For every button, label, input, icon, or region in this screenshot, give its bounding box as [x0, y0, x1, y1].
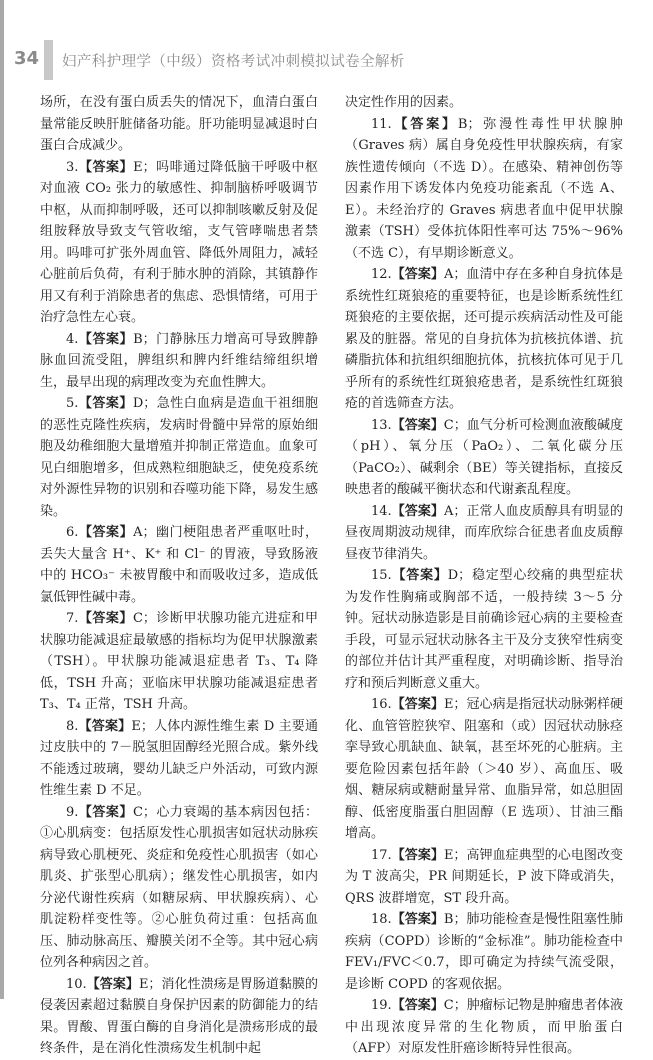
answer-text: E；吗啡通过降低脑干呼吸中枢对血液 CO₂ 张力的敏感性、抑制脑桥呼吸调节中枢，从而抑制呼吸，还可以抑制咳嗽反射及促组胺释放导致支气管收缩，支气管哮喘患者禁用。吗啡可扩张外周血管、降低外周阻力，减轻心脏前后负荷，有利于肺水肿的消除，其镇静作用又有利于消除患者的焦虑、恐惧情绪，可用于治疗急性左心衰。 — [40, 159, 318, 325]
page-number: 34 — [14, 48, 40, 69]
item-number: 5. — [66, 396, 79, 411]
item-number: 8. — [66, 718, 79, 734]
item-number: 10. — [66, 976, 87, 992]
answer-tag: 【答案】 — [78, 159, 134, 175]
answer-text: B；肺功能检查是慢性阻塞性肺疾病（COPD）诊断的“金标准”。肺功能检查中 FEV₁/FVC＜0.7，即可确定为持续气流受限，是诊断 COPD 的客观依据。 — [345, 912, 623, 992]
answer-item-16 — [345, 694, 623, 845]
answer-tag: 【答案】 — [78, 718, 132, 734]
answer-item-19 — [345, 995, 623, 1060]
answer-text: D；急性白血病是造血干祖细胞的恶性克隆性疾病，发病时骨髓中异常的原始细胞及幼稚细胞大量增殖并抑制正常造血。血象可见白细胞增多，但成熟粒细胞缺乏，使免疫系统对外源性异物的识别和吞噬功能下降，易发生感染。 — [40, 396, 318, 519]
page-header — [0, 40, 653, 80]
item-number: 6. — [66, 525, 79, 540]
answer-text: C；诊断甲状腺功能亢进症和甲状腺功能减退症最敏感的指标均为促甲状腺激素（TSH）。甲状腺功能减退症患者 T₃、T₄ 降低，TSH 升高；亚临床甲状腺功能减退症患者 T₃、T₄ 正常，TSH 升高。 — [40, 611, 318, 712]
answer-tag: 【答案】 — [391, 998, 444, 1013]
answer-tag: 【答案】 — [78, 525, 134, 540]
paragraph-text: 决定性作用的因素。 — [345, 95, 463, 110]
paragraph-continuation — [40, 92, 318, 157]
paragraph-continuation — [345, 92, 623, 114]
page-edge-bar — [0, 0, 4, 999]
answer-tag: 【答案】 — [78, 804, 133, 820]
answer-tag: 【答案】 — [391, 503, 444, 519]
left-column — [40, 92, 318, 1060]
answer-item-12 — [345, 264, 623, 415]
answer-item-6 — [40, 522, 318, 608]
paragraph-text: 场所，在没有蛋白质丢失的情况下，血清白蛋白量常能反映肝脏储备功能。肝功能明显减退时白蛋白合成减少。 — [40, 95, 318, 153]
right-column — [345, 92, 623, 1060]
answer-tag: 【答案】 — [391, 267, 444, 282]
answer-text: E；人体内源性维生素 D 主要通过皮肤中的 7－脱氢胆固醇经光照合成。紫外线不能透过玻璃，婴幼儿缺乏户外活动，可致内源性维生素 D 不足。 — [40, 718, 318, 798]
answer-item-4 — [40, 329, 318, 394]
item-number: 15. — [371, 568, 392, 583]
answer-tag: 【答案】 — [391, 912, 444, 927]
answer-tag: 【答案】 — [78, 396, 133, 411]
answer-text: B；弥漫性毒性甲状腺肿（Graves 病）属自身免疫性甲状腺疾病，有家族性遗传倾向（不选 D）。在感染、精神创伤等因素作用下诱发体内免疫功能紊乱（不选 A、E）。未经治疗的 Graves 病患者血中促甲状腺激素（TSH）受体抗体阳性率可达 75%～96%（不选 C），有早期诊断意义。 — [345, 116, 623, 261]
answer-text: A；幽门梗阻患者严重呕吐时，丢失大量含 H⁺、K⁺ 和 Cl⁻ 的胃液，导致肠液中的 HCO₃⁻ 未被胃酸中和而吸收过多，造成低氯低钾性碱中毒。 — [40, 525, 318, 605]
answer-tag: 【答案】 — [391, 697, 444, 712]
answer-text: E；消化性溃疡是胃肠道黏膜的侵袭因素超过黏膜自身保护因素的防御能力的结果。胃酸、胃蛋白酶的自身消化是溃疡形成的最终条件，是在消化性溃疡发生机制中起 — [40, 976, 318, 1056]
item-number: 17. — [371, 847, 392, 863]
answer-text: A；血清中存在多种自身抗体是系统性红斑狼疮的重要特征，也是诊断系统性红斑狼疮的主要依据，还可提示疾病活动性及可能累及的脏器。常见的自身抗体为抗核抗体谱、抗磷脂抗体和抗组织细胞抗体，抗核抗体可见于几乎所有的系统性红斑狼疮患者，是系统性红斑狼疮的首选筛查方法。 — [345, 267, 623, 411]
answer-item-15 — [345, 565, 623, 694]
answer-text: E；冠心病是指冠状动脉粥样硬化、血管管腔狭窄、阻塞和（或）因冠状动脉痉挛导致心肌缺血、缺氧，甚至坏死的心脏病。主要危险因素包括年龄（＞40 岁）、高血压、吸烟、糖尿病或糖耐量异常、血脂异常，如总胆固醇、低密度脂蛋白胆固醇（E 选项）、甘油三酯增高。 — [345, 697, 623, 841]
answer-tag: 【答案】 — [391, 417, 444, 433]
answer-item-11 — [345, 114, 623, 265]
item-number: 13. — [371, 417, 392, 433]
answer-item-13 — [345, 415, 623, 501]
answer-tag: 【答案】 — [78, 331, 134, 347]
answer-item-18 — [345, 909, 623, 995]
answer-tag: 【答案】 — [78, 611, 133, 626]
item-number: 3. — [66, 159, 79, 175]
answer-text: C；肿瘤标记物是肿瘤患者体液中出现浓度异常的生化物质，而甲胎蛋白（AFP）对原发性肝癌诊断特异性很高。 — [345, 998, 623, 1056]
answer-item-9 — [40, 802, 318, 974]
answer-item-8 — [40, 716, 318, 802]
item-number: 18. — [371, 912, 392, 927]
answer-tag: 【答案】 — [391, 568, 448, 583]
item-number: 11. — [371, 116, 392, 132]
answer-item-7 — [40, 608, 318, 716]
answer-tag: 【答案】 — [391, 847, 444, 863]
item-number: 16. — [371, 697, 392, 712]
item-number: 4. — [66, 331, 79, 347]
item-number: 7. — [66, 611, 79, 626]
header-divider-bar — [44, 40, 53, 80]
answer-text: B；门静脉压力增高可导致脾静脉血回流受阻，脾组织和脾内纤维结缔组织增生，最早出现的病理改变为充血性脾大。 — [40, 331, 318, 390]
answer-item-5 — [40, 393, 318, 522]
answer-item-10 — [40, 974, 318, 1060]
answer-tag: 【答案】 — [391, 116, 458, 132]
answer-text: A；正常人血皮质醇具有明显的昼夜周期波动规律，而库欣综合征患者血皮质醇昼夜节律消失。 — [345, 503, 623, 562]
answer-text: C；心力衰竭的基本病因包括：①心肌病变：包括原发性心肌损害如冠状动脉疾病导致心肌梗死、炎症和免疫性心肌损害（如心肌炎、扩张型心肌病）；继发性心肌损害，如内分泌代谢性疾病（如糖尿病、甲状腺疾病）、心肌淀粉样变性等。②心脏负荷过重：包括高血压、肺动脉高压、瓣膜关闭不全等。其中冠心病位列各种病因之首。 — [40, 804, 318, 970]
running-title: 妇产科护理学（中级）资格考试冲刺模拟试卷全解析 — [62, 54, 405, 70]
item-number: 12. — [371, 267, 392, 282]
answer-text: C；血气分析可检测血液酸碱度（pH）、氧分压（PaO₂）、二氧化碳分压（PaCO₂）、碱剩余（BE）等关键指标，直接反映患者的酸碱平衡状态和代谢紊乱程度。 — [345, 417, 623, 497]
answer-text: D；稳定型心绞痛的典型症状为发作性胸痛或胸部不适，一般持续 3～5 分钟。冠状动脉造影是目前确诊冠心病的主要检查手段，可显示冠状动脉各主干及分支狭窄性病变的部位并估计其严重程度，对明确诊断、指导治疗和预后判断意义重大。 — [345, 568, 623, 691]
answer-item-17 — [345, 845, 623, 910]
answer-text: E；高钾血症典型的心电图改变为 T 波高尖，PR 间期延长，P 波下降或消失，QRS 波群增宽，ST 段升高。 — [345, 847, 623, 906]
item-number: 9. — [66, 804, 79, 820]
answer-item-14 — [345, 501, 623, 566]
item-number: 19. — [371, 998, 392, 1013]
item-number: 14. — [371, 503, 392, 519]
answer-tag: 【答案】 — [86, 976, 139, 992]
answer-item-3 — [40, 157, 318, 329]
